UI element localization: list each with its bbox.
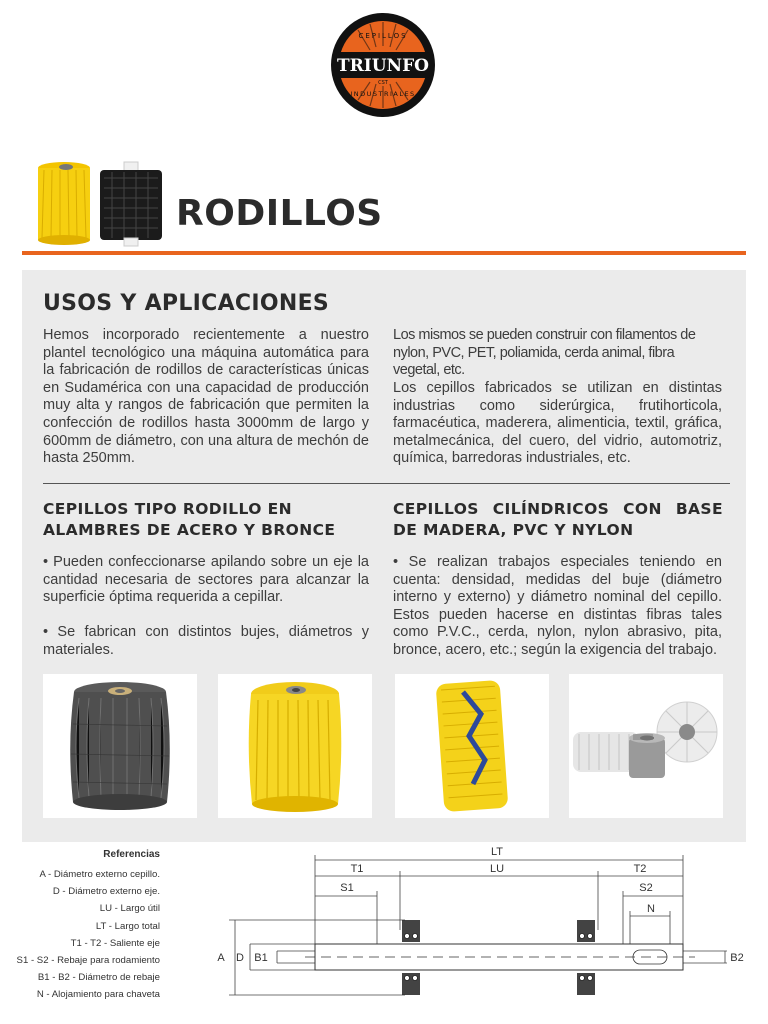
roller-dimension-diagram bbox=[205, 840, 765, 1020]
usos-right-paragraph-2: Los cepillos fabricados se utilizan en distintas industrias como siderúrgica, frutihorticola, farmacéutica, maderera, alimenticia, textil, gráfica, metalmecánica, del cuero, del vidrio, automotriz, química, barredoras industriales, etc. bbox=[393, 380, 722, 467]
alambres-heading: CEPILLOS TIPO RODILLO EN ALAMBRES DE ACERO Y BRONCE bbox=[43, 500, 336, 539]
label-b1: B1 bbox=[254, 952, 268, 964]
label-s1: S1 bbox=[340, 882, 354, 894]
cilindricos-heading: CEPILLOS CILÍNDRICOS CON BASE DE MADERA, PVC Y NYLON bbox=[393, 500, 723, 539]
label-lu: LU bbox=[489, 863, 505, 875]
wire-brush-roller-photo bbox=[43, 674, 197, 818]
yellow-blue-roller-photo bbox=[395, 674, 549, 818]
label-d: D bbox=[236, 952, 244, 964]
label-s2: S2 bbox=[639, 882, 653, 894]
logo-sub: CST bbox=[378, 80, 388, 86]
alambres-bullet-2: • Se fabrican con distintos bujes, diámetros y materiales. bbox=[43, 624, 369, 658]
reference-item: LT - Largo total bbox=[95, 920, 160, 932]
usos-heading: USOS Y APLICACIONES bbox=[43, 291, 330, 316]
logo-bottom-text: INDUSTRIALES bbox=[350, 90, 416, 98]
logo-name: TRIUNFO bbox=[337, 56, 429, 76]
label-lt: LT bbox=[490, 846, 504, 858]
reference-item: S1 - S2 - Rebaje para rodamiento bbox=[16, 955, 160, 967]
label-a: A bbox=[217, 952, 225, 964]
orange-divider bbox=[22, 251, 746, 255]
white-nylon-rollers-photo bbox=[569, 674, 723, 818]
reference-item: N - Alojamiento para chaveta bbox=[36, 989, 160, 1001]
reference-item: A - Diámetro externo cepillo. bbox=[39, 869, 160, 880]
references-title: Referencias bbox=[103, 849, 160, 860]
label-n: N bbox=[647, 903, 655, 915]
label-t2: T2 bbox=[633, 863, 647, 875]
reference-item: B1 - B2 - Diámetro de rebaje bbox=[37, 972, 160, 984]
triunfo-logo bbox=[330, 12, 436, 118]
label-b2: B2 bbox=[730, 952, 744, 964]
reference-item: D - Diámetro externo eje. bbox=[52, 886, 160, 898]
reference-item: LU - Largo útil bbox=[99, 903, 160, 915]
yellow-roller-photo bbox=[218, 674, 372, 818]
cilindricos-bullet-1: • Se realizan trabajos especiales teniendo en cuenta: densidad, medidas del buje (diámetro interno y externo) y diámetro nominal del cepillo. Estos pueden hacerse en distintas fibras tales como P.V.C., cerda, nylon, nylon abrasivo, pita, bronce, acero, etc.; según la exigencia del trabajo. bbox=[393, 554, 722, 658]
page-title: RODILLOS bbox=[176, 193, 383, 234]
usos-left-paragraph: Hemos incorporado recientemente a nuestro plantel tecnológico una máquina automática para la fabricación de rodillos de características únicas en Sudamérica con una capacidad de producción muy alta y rangos de fabricación que permiten la confección de rodillos hasta 3000mm de largo y 600mm de diámetro, con una altura de mechón de hasta 250mm. bbox=[43, 327, 369, 467]
rollers-hero-image bbox=[26, 158, 166, 248]
logo-top-text: CEPILLOS bbox=[358, 32, 408, 40]
references-list bbox=[10, 848, 160, 1004]
label-t1: T1 bbox=[350, 863, 364, 875]
usos-right-paragraph-1: Los mismos se pueden construir con filamentos de nylon, PVC, PET, poliamida, cerda animal, fibra vegetal, etc. bbox=[393, 327, 696, 379]
section-divider bbox=[43, 483, 730, 484]
alambres-bullet-1: • Pueden confeccionarse apilando sobre un eje la cantidad necesaria de sectores para alcanzar la superficie óptima requerida a cepillar. bbox=[43, 554, 369, 606]
reference-item: T1 - T2 - Saliente eje bbox=[70, 937, 160, 949]
